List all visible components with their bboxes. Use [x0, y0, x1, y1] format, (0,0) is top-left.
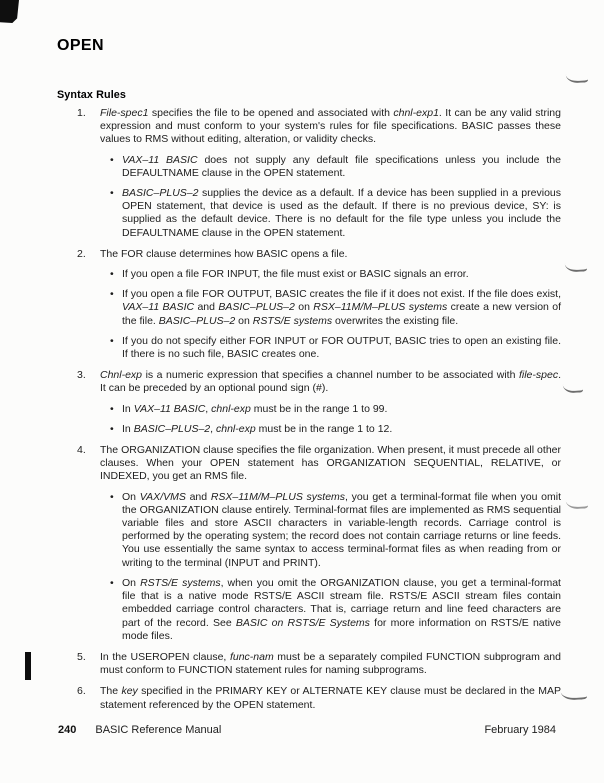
bullet-item — [100, 268, 561, 281]
bullet-text — [122, 335, 561, 361]
italic-term: VAX–11 BASIC — [122, 301, 195, 314]
italic-term: key — [121, 685, 138, 698]
bullet-item — [100, 335, 561, 361]
footer-date: February 1984 — [484, 724, 556, 736]
text-run: The FOR clause determines how BASIC opens a file. — [100, 247, 348, 260]
text-run: In — [122, 402, 134, 415]
text-run: If you do not specify either FOR INPUT or FOR OUTPUT, BASIC tries to open an existing file. If there is no such file, BASIC creates one. — [122, 334, 561, 361]
text-run: does not supply any default file specifications unless you include the DEFAULTNAME clause in the OPEN statement. — [122, 153, 561, 179]
bullet-text — [122, 268, 469, 281]
rule-item — [57, 107, 561, 240]
rule-body — [100, 651, 561, 677]
bullet-item — [100, 187, 561, 240]
text-run: The ORGANIZATION clause specifies the file organization. When present, it must precede all other clauses. When your OPEN statement has ORGANIZATION SEQUENTIAL, RELATIVE, or INDEXED, you get an RMS file. — [100, 444, 561, 483]
text-run: , you get a terminal-format file when you omit the ORGANIZATION clause entirely. Terminal-format files are implemented as RMS sequential variable files and store ASCII characters in variable-length records. Carriage control is performed by the operating system; the record does not contain carriage returns or line feeds. You use essentially the same syntax to access terminal-format files as when reading from or writing to the terminal (INPUT and PRINT). — [122, 490, 561, 569]
italic-term: chnl-exp — [216, 422, 256, 435]
bullet-icon: • — [110, 576, 114, 589]
rule-body — [100, 369, 561, 436]
rule-item — [57, 651, 561, 677]
italic-term: chnl-exp1 — [393, 107, 439, 119]
rule-text — [100, 444, 561, 484]
page-curl-mark — [566, 73, 589, 84]
rule-text — [100, 107, 561, 147]
rule-number: 4. — [77, 444, 86, 457]
section-heading: Syntax Rules — [57, 89, 127, 101]
rule-item — [57, 248, 561, 361]
text-run: , — [205, 402, 212, 415]
rule-text — [100, 369, 561, 395]
text-run: supplies the device as a default. If a device has been supplied in a previous OPEN statement, that device is used as the default. If there is no previous device, SY: is supplied as the default device. There is no default for the file type unless you include the DEFAULTNAME clause in the OPEN statement. — [122, 187, 561, 239]
rule-item — [57, 444, 561, 643]
bullet-item — [100, 403, 561, 416]
bullet-text — [122, 491, 561, 570]
page-curl-mark — [563, 383, 584, 393]
text-run: If you open a file FOR INPUT, the file must exist or BASIC signals an error. — [122, 268, 469, 281]
bullet-text — [122, 403, 387, 416]
rule-body — [100, 685, 561, 711]
italic-term: VAX–11 BASIC — [122, 153, 198, 166]
text-run: . It can be any valid string expression and must conform to your system's rules for file specifications. BASIC passes these values to RMS without editing, alteration, or validity checks. — [100, 107, 561, 146]
bullet-item — [100, 423, 561, 436]
italic-term: RSTS/E systems — [140, 576, 221, 589]
text-run: If you open a file FOR OUTPUT, BASIC creates the file if it does not exist. If the file does exist, — [122, 288, 561, 301]
italic-term: BASIC–PLUS–2 — [122, 187, 199, 200]
rule-number: 2. — [77, 247, 86, 260]
text-run: On — [122, 576, 141, 589]
italic-term: VAX–11 BASIC — [133, 402, 206, 415]
page-curl-mark — [566, 499, 589, 510]
bullet-item — [100, 577, 561, 643]
page-curl-mark — [561, 690, 588, 701]
rule-body — [100, 107, 561, 240]
italic-term: func-nam — [229, 650, 274, 663]
italic-term: BASIC–PLUS–2 — [158, 314, 236, 327]
rule-number: 5. — [77, 650, 86, 663]
page-number: 240 — [58, 724, 77, 736]
rule-number: 3. — [77, 369, 86, 382]
rule-number: 1. — [77, 107, 86, 119]
text-run: create a new version of the file. — [122, 301, 562, 327]
rule-text — [100, 651, 561, 677]
text-run: overwrites the existing file. — [332, 314, 459, 327]
bullet-text — [122, 423, 392, 436]
bullet-icon: • — [110, 268, 114, 281]
italic-term: RSX–11M/M–PLUS systems — [313, 301, 448, 314]
rule-body — [100, 248, 561, 361]
italic-term: BASIC–PLUS–2 — [133, 422, 211, 435]
italic-term: file-spec — [518, 369, 559, 382]
bullet-item — [100, 154, 561, 180]
text-run: On — [122, 490, 140, 503]
italic-term: BASIC on RSTS/E Systems — [235, 616, 370, 629]
bullet-icon: • — [110, 334, 114, 347]
scan-corner-artifact — [0, 0, 19, 23]
text-run: on — [235, 314, 253, 327]
page-curl-mark — [565, 262, 588, 273]
bullet-icon: • — [110, 153, 114, 166]
italic-term: BASIC–PLUS–2 — [218, 301, 295, 314]
rule-item — [57, 369, 561, 436]
text-run: on — [294, 301, 314, 314]
bullet-text — [122, 288, 561, 328]
italic-term: Chnl-exp — [100, 369, 143, 382]
italic-term: VAX/VMS — [139, 490, 186, 503]
page-title: OPEN — [57, 37, 104, 54]
bullet-text — [122, 577, 561, 643]
syntax-rules-list — [57, 107, 561, 712]
bullet-text — [122, 187, 561, 240]
text-run: specifies the file to be opened and associated with — [148, 107, 394, 119]
bullet-icon: • — [110, 402, 114, 415]
rule-text — [100, 685, 561, 711]
text-run: The — [100, 685, 122, 698]
manual-title: BASIC Reference Manual — [95, 724, 222, 736]
text-run: , when you omit the ORGANIZATION clause, you get a terminal-format file that is a native mode RSTS/E ASCII stream file. RSTS/E ASCII stream files contain embedded carriage control characters. That is, carriage return and line feed characters are part of the record. See — [122, 576, 561, 629]
rule-item — [57, 685, 561, 711]
text-run: , — [210, 422, 216, 435]
bullet-item — [100, 288, 561, 328]
text-run: for more information on RSTS/E native mode files. — [122, 616, 561, 642]
text-run: must be a separately compiled FUNCTION subprogram and must conform to FUNCTION statement rules for naming subprograms. — [100, 650, 561, 677]
text-run: is a numeric expression that specifies a channel number to be associated with — [142, 369, 519, 382]
rule-text — [100, 248, 561, 261]
text-run: must be in the range 1 to 12. — [255, 422, 393, 435]
rule-body — [100, 444, 561, 643]
bullet-item — [100, 491, 561, 570]
italic-term: RSTS/E systems — [252, 314, 333, 327]
bullet-icon: • — [110, 288, 114, 301]
text-run: . It can be preceded by an optional pound sign (#). — [100, 369, 561, 395]
bullet-icon: • — [110, 490, 114, 503]
page-footer — [58, 724, 556, 736]
text-run: must be in the range 1 to 99. — [250, 402, 388, 415]
text-run: In — [122, 422, 134, 435]
italic-term: File-spec1 — [100, 107, 149, 119]
italic-term: chnl-exp — [211, 402, 251, 415]
italic-term: RSX–11M/M–PLUS systems — [210, 490, 346, 503]
bullet-icon: • — [110, 422, 114, 435]
text-run: specified in the PRIMARY KEY or ALTERNATE KEY clause must be declared in the MAP statement referenced by the OPEN statement. — [100, 685, 561, 711]
text-run: In the USEROPEN clause, — [100, 650, 230, 663]
bullet-text — [122, 154, 561, 180]
text-run: and — [185, 490, 211, 503]
rule-number: 6. — [77, 685, 86, 698]
text-run: and — [194, 301, 219, 314]
bullet-icon: • — [110, 187, 114, 200]
